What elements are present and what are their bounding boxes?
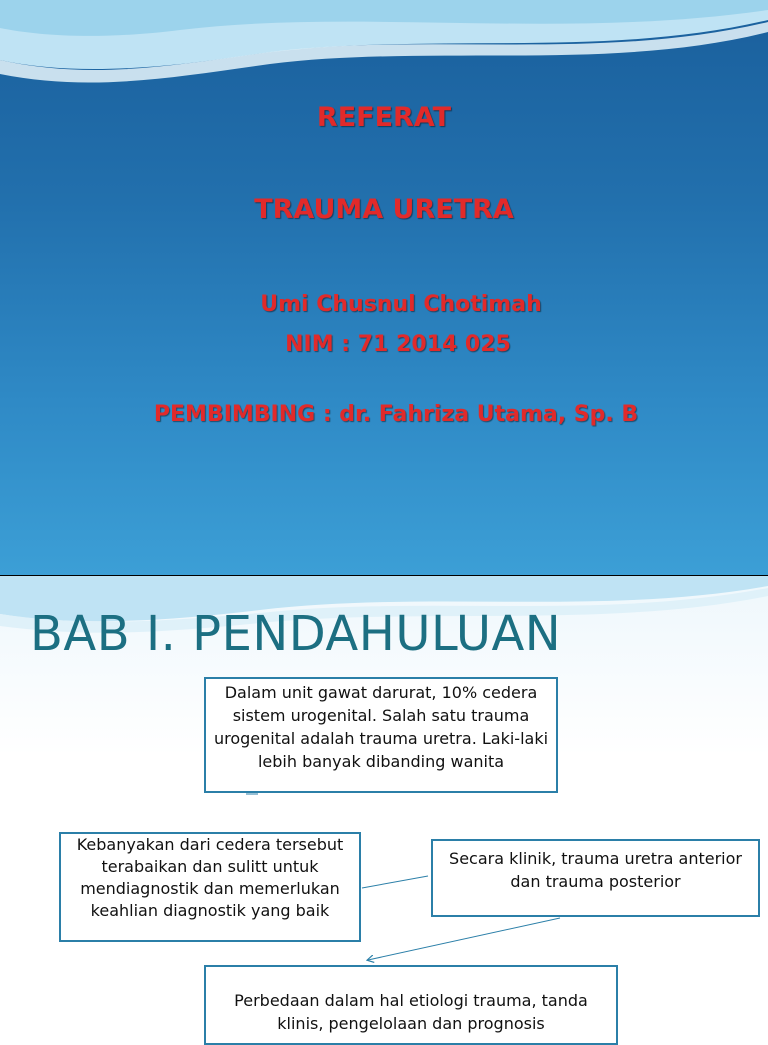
advisor-name: PEMBIMBING : dr. Fahriza Utama, Sp. B (153, 402, 639, 427)
info-box-intro: Dalam unit gawat darurat, 10% cedera sistem urogenital. Salah satu trauma urogenital adalah trauma uretra. Laki-laki lebih banyak dibanding wanita (204, 677, 558, 793)
info-box-classification: Secara klinik, trauma uretra anterior dan trauma posterior (431, 839, 760, 917)
author-name: Umi Chusnul Chotimah (260, 292, 542, 317)
student-id: NIM : 71 2014 025 (285, 332, 511, 357)
decorative-wave (0, 0, 768, 110)
info-box-differences: Perbedaan dalam hal etiologi trauma, tanda klinis, pengelolaan dan prognosis (204, 965, 618, 1045)
info-box-diagnosis: Kebanyakan dari cedera tersebut terabaikan dan sulitt untuk mendiagnostik dan memerlukan keahlian diagnostik yang baik (59, 832, 361, 942)
slide-title: REFERAT (316, 102, 452, 133)
section-heading: BAB I. PENDAHULUAN (30, 606, 562, 662)
slide-topic: TRAUMA URETRA (254, 194, 514, 225)
